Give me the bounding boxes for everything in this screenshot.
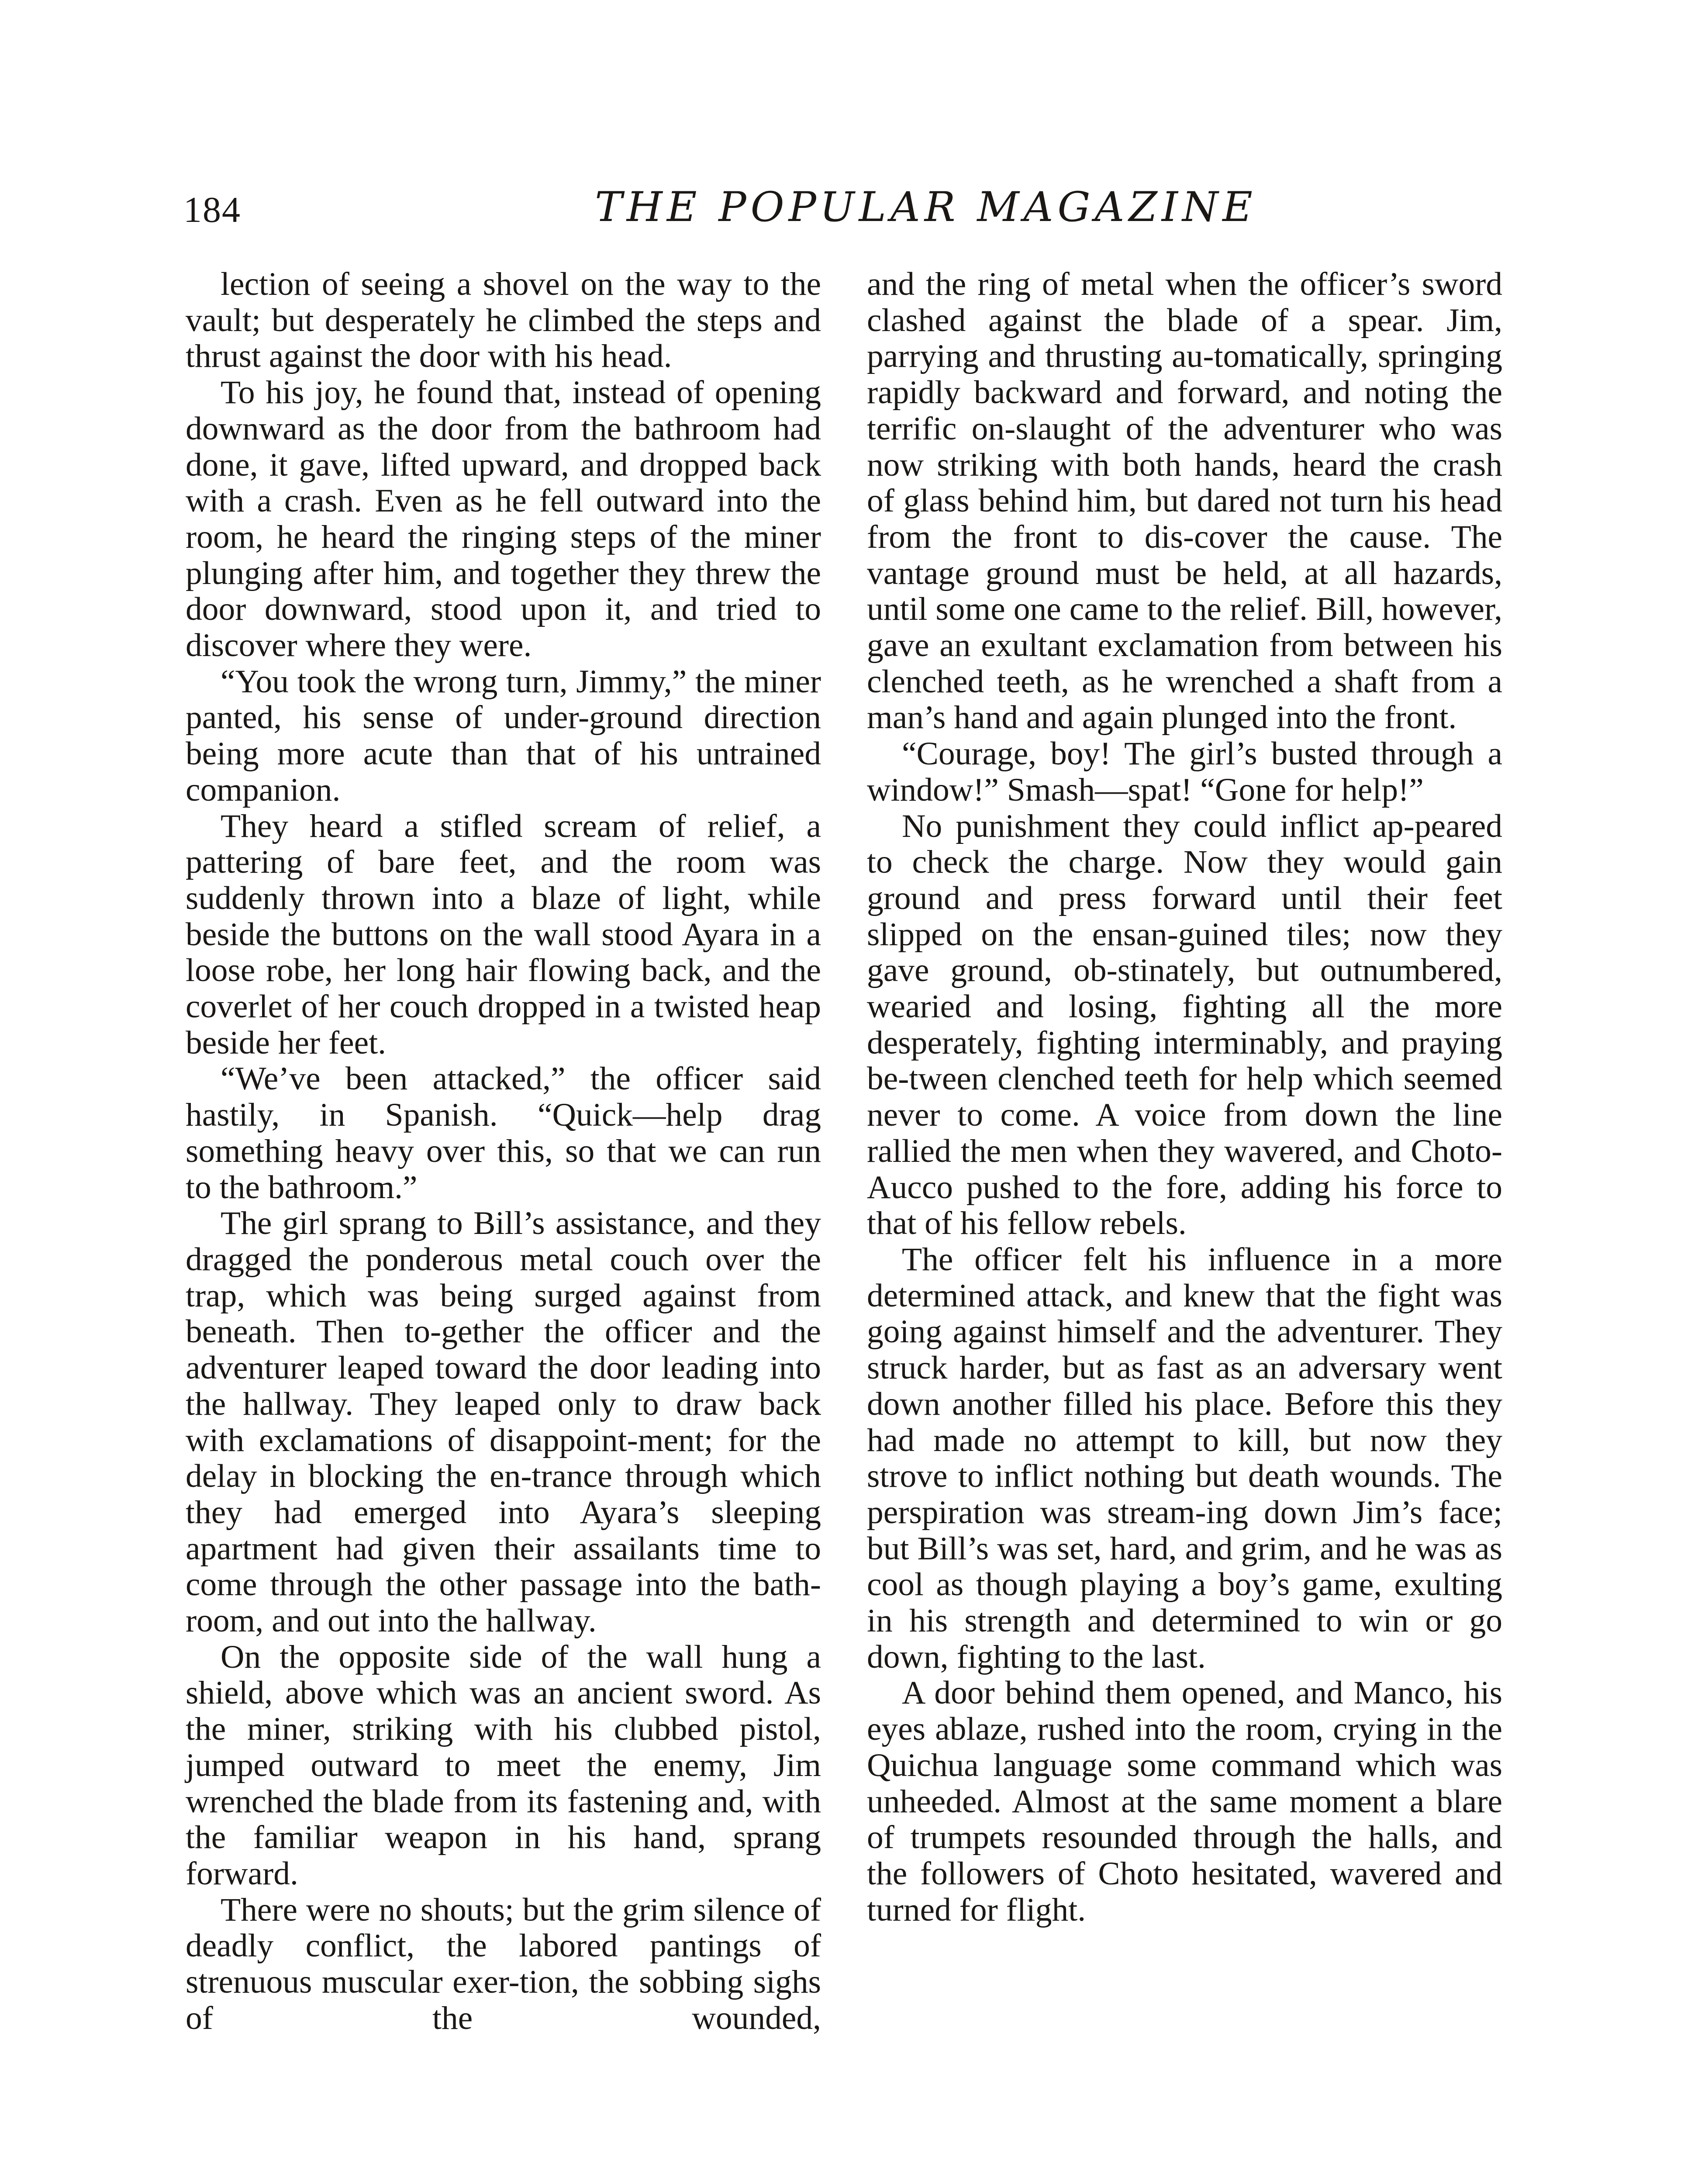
text-line: fellow rebels. <box>1007 1205 1187 1242</box>
text-line: drag something heavy over this, so that <box>186 1097 821 1169</box>
text-line: surged against from beneath. Then to- <box>186 1277 821 1350</box>
text-line: opening downward as the door from <box>186 374 821 447</box>
paragraph <box>867 1242 1502 1675</box>
text-line: plunging after him, and together they <box>186 555 686 591</box>
text-line: must be held, at all hazards, until some <box>867 555 1503 628</box>
paragraph <box>867 1675 1502 1928</box>
text-line: room, crying in the Quichua language <box>867 1711 1502 1783</box>
text-line: and again plunged into the front. <box>1026 699 1457 736</box>
text-line: the enemy, Jim wrenched the blade <box>186 1747 821 1820</box>
text-line: not turn his head from the front to dis- <box>867 483 1502 555</box>
text-line: one came to the relief. Bill, however, <box>1013 591 1502 628</box>
text-line: it, and tried to discover where they <box>186 591 821 664</box>
text-line: To his joy, he found that, instead of <box>221 374 704 411</box>
text-line: with his head. <box>487 338 672 375</box>
text-line: clubbed pistol, jumped outward to meet <box>186 1711 821 1783</box>
text-line: ground direction being more acute than <box>186 699 821 772</box>
text-line: “Gone for help!” <box>1200 771 1424 808</box>
text-line: some command which was unheeded. <box>867 1747 1503 1820</box>
text-line: that of his untrained companion. <box>186 736 821 808</box>
page-header <box>183 183 1511 236</box>
text-line: fight was going against himself and the <box>867 1277 1502 1350</box>
text-line: from its fastening and, with the familiar <box>186 1783 821 1856</box>
text-line: losing, fighting all the more desperately, <box>867 988 1503 1061</box>
text-line: filled his place. Before this they had <box>867 1386 1503 1458</box>
paragraph <box>186 1639 821 1892</box>
text-line: though playing a boy’s game, exulting <box>976 1566 1503 1603</box>
paragraph <box>186 809 821 1061</box>
paragraph <box>186 1206 821 1639</box>
text-line: trance through which they had emerged <box>186 1458 821 1531</box>
text-line: wounds. The perspiration was stream- <box>867 1458 1503 1531</box>
text-line: and the followers of Choto hesitated, <box>867 1819 1503 1892</box>
text-line: spear. Jim, parrying and thrusting au- <box>867 302 1502 375</box>
text-line: adventurer. They struck harder, but as <box>867 1313 1502 1386</box>
text-line: guined tiles; now they gave ground, ob- <box>867 916 1502 989</box>
text-line: ing down Jim’s face; but Bill’s was set, <box>867 1494 1502 1567</box>
text-line: cover the cause. The vantage ground <box>867 518 1503 591</box>
text-line: until their feet slipped on the ensan- <box>867 880 1502 953</box>
text-line: No punishment they could inflict ap- <box>902 808 1415 844</box>
text-line: made no attempt to kill, but now they <box>933 1422 1502 1458</box>
text-line: Even as he fell outward into the room, <box>186 483 821 555</box>
paragraph <box>186 1892 821 2037</box>
text-line: and they dragged the ponderous metal <box>186 1205 821 1278</box>
text-line: in his strength and determined to win <box>867 1603 1409 1639</box>
text-line: On the opposite side of the wall hung <box>221 1638 788 1675</box>
text-line: wavered, and Choto-Aucco pushed to <box>867 1133 1503 1206</box>
paragraph <box>867 266 1502 736</box>
text-line: room, and out into the hallway. <box>186 1603 597 1639</box>
text-line: leaped toward the door leading into the <box>186 1350 821 1422</box>
text-line: we can run to the bathroom.” <box>186 1133 821 1206</box>
text-line: said hastily, in Spanish. “Quick—help <box>186 1061 821 1133</box>
text-line: wall stood Ayara in a loose robe, her <box>186 916 821 989</box>
text-line: the bathroom had done, it gave, lifted <box>186 410 821 483</box>
text-line: would gain ground and press forward <box>867 844 1502 916</box>
text-line: trumpets resounded through the halls, <box>910 1819 1439 1856</box>
text-line: and forward, and noting the terrific on- <box>867 374 1503 447</box>
text-line: ment; for the delay in blocking the en- <box>186 1422 821 1495</box>
text-column-left <box>186 266 821 2036</box>
text-line: “Courage, boy! The girl’s busted <box>902 736 1357 772</box>
text-line: the miner panted, his sense of under- <box>186 663 821 736</box>
text-line: stinately, but outnumbered, wearied and <box>867 952 1502 1025</box>
paragraph <box>186 664 821 809</box>
text-line: slaught of the adventurer who was now <box>867 410 1502 483</box>
text-line: strove to inflict nothing but death <box>867 1458 1320 1495</box>
paragraph <box>867 809 1502 1242</box>
text-line: a shield, above which was an ancient <box>186 1638 821 1711</box>
text-line: tween clenched teeth for help which <box>909 1061 1394 1097</box>
text-line: a pattering of bare feet, and the room <box>186 808 821 881</box>
text-line: back with exclamations of disappoint- <box>186 1386 821 1458</box>
text-line: hard, and grim, and he was as cool as <box>867 1530 1502 1603</box>
text-line: light, while beside the buttons on the <box>186 880 821 953</box>
running-title: THE POPULAR MAGAZINE <box>595 183 1257 231</box>
text-line: into Ayara’s sleeping apartment had <box>186 1494 821 1567</box>
text-line: the fore, adding his force to that of his <box>867 1169 1502 1242</box>
text-line: “You took the wrong turn, Jimmy,” <box>221 663 687 700</box>
text-line: Almost at the same moment a blare of <box>867 1783 1502 1856</box>
text-line: crash of glass behind him, but dared <box>867 446 1503 519</box>
text-line: through the other passage into the bath- <box>270 1566 821 1603</box>
text-line: lection of seeing a shovel on the way to <box>221 266 770 302</box>
text-line: sword. As the miner, striking with his <box>186 1675 821 1748</box>
text-line: of her couch dropped in a twisted heap <box>301 988 821 1025</box>
text-line: They heard a stifled scream of relief, <box>221 808 785 844</box>
text-line: silence of deadly conflict, the labored <box>186 1891 821 1964</box>
text-line: fighting interminably, and praying be- <box>867 1024 1503 1097</box>
text-line: were. <box>459 627 532 664</box>
page-number: 184 <box>183 190 241 230</box>
text-line: and the ring of metal when the officer’s <box>867 266 1411 302</box>
text-line: determined attack, and knew that the <box>867 1277 1367 1314</box>
text-line: hallway. They leaped only to draw <box>243 1386 742 1422</box>
text-line: tion, the sobbing sighs of the wounded, <box>186 1964 821 2036</box>
text-line: couch over the trap, which was being <box>186 1241 821 1314</box>
text-line: striking with both hands, heard the <box>937 446 1420 483</box>
text-column-right <box>867 266 1502 1928</box>
text-line: threw the door downward, stood upon <box>186 555 821 628</box>
text-line: The girl sprang to Bill’s assistance, <box>221 1205 696 1242</box>
text-line: the steps and thrust against the door <box>186 302 821 375</box>
text-line: wrenched a shaft from a man’s hand <box>867 663 1502 736</box>
text-line: seemed never to come. A voice from <box>867 1061 1503 1133</box>
text-line: The officer felt his influence in a more <box>902 1241 1502 1278</box>
text-line: down the line rallied the men when they <box>867 1097 1503 1169</box>
text-line: tomatically, springing rapidly backward <box>867 338 1502 411</box>
text-line: gave an exultant exclamation from <box>867 627 1333 664</box>
text-line: upward, and dropped back with a crash. <box>186 446 821 519</box>
text-line: or go down, fighting to the last. <box>867 1603 1502 1675</box>
paragraph <box>186 1061 821 1206</box>
text-line: A door behind them opened, and <box>902 1675 1343 1711</box>
text-line: fast as an adversary went down another <box>867 1350 1503 1422</box>
text-line: he heard the ringing steps of the miner <box>276 518 821 555</box>
text-line: given their assailants time to come <box>186 1530 821 1603</box>
text-line: the vault; but desperately he climbed <box>186 266 821 339</box>
text-line: weapon in his hand, sprang forward. <box>186 1819 821 1892</box>
text-line: wavered and turned for flight. <box>867 1855 1502 1928</box>
text-line: long hair flowing back, and the coverlet <box>186 952 821 1025</box>
text-line: Manco, his eyes ablaze, rushed into the <box>867 1675 1503 1748</box>
paragraph <box>186 266 821 375</box>
paragraph <box>186 375 821 664</box>
text-line: between his clenched teeth, as he <box>867 627 1502 700</box>
text-line: There were no shouts; but the grim <box>221 1891 685 1928</box>
text-line: gether the officer and the adventurer <box>186 1313 821 1386</box>
text-line: sword clashed against the blade of a <box>867 266 1502 339</box>
text-line: peared to check the charge. Now they <box>867 808 1502 881</box>
text-line: “We’ve been attacked,” the officer <box>221 1061 743 1097</box>
text-line: pantings of strenuous muscular exer- <box>186 1928 821 2001</box>
paragraph <box>867 736 1502 808</box>
text-line: through a window!” Smash—spat! <box>867 736 1502 808</box>
text-line: was suddenly thrown into a blaze of <box>186 844 821 916</box>
text-line: beside her feet. <box>186 1024 387 1061</box>
